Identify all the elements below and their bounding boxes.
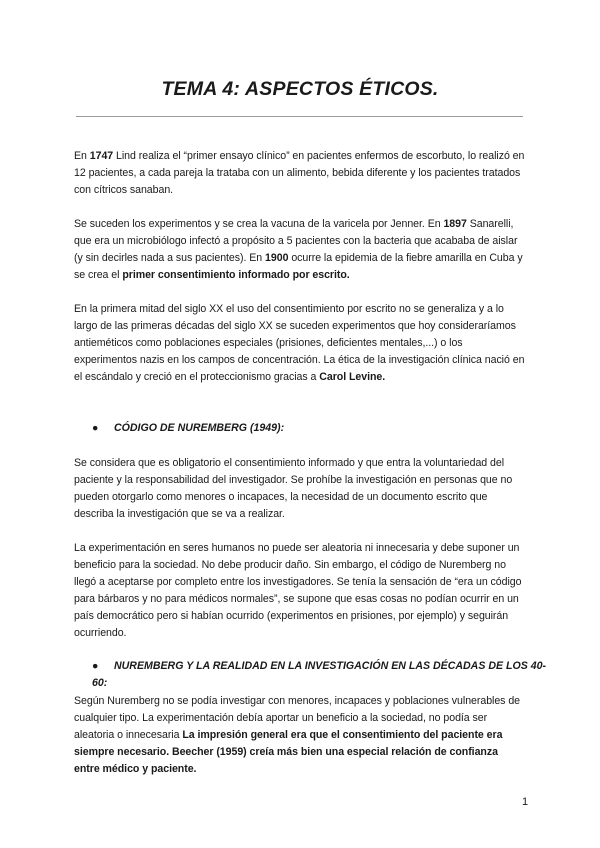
bold-run: 1897 [443, 218, 467, 230]
text-run: Sanarelli, que era un microbiólogo infectó a propósito a 5 pacientes con la bacteria que acababa de aislar (y sin decirles nada a sus pacientes). En [74, 218, 518, 264]
page-number: 1 [521, 796, 529, 808]
page-title: TEMA 4: ASPECTOS ÉTICOS. [161, 78, 439, 100]
text-run: La experimentación en seres humanos no puede ser aleatoria ni innecesaria y debe suponer un beneficio para la sociedad. No debe producir daño. Sin embargo, el código de Nuremberg no llegó a aceptarse por completo entre los investigadores. Se tenía la sensación de “era un código para bárbaros y no para médicos normales”, se supone que esas cosas no podían ocurrir en un país democrático pero si habían ocurrido (experimentos en prisiones, por ejemplo) y seguirán ocurriendo. [74, 542, 522, 639]
paragraph-consentimiento [74, 455, 526, 523]
text-run: En [74, 150, 90, 162]
bold-run: 1900 [265, 252, 289, 264]
section-heading-label: NUREMBERG Y LA REALIDAD EN LA INVESTIGACIÓN EN LAS DÉCADAS DE LOS 40-60: [92, 660, 547, 689]
bold-run: Carol Levine. [319, 371, 386, 383]
bold-run: 1747 [89, 150, 114, 162]
bullet-icon: ● [92, 660, 99, 672]
bold-run: primer consentimiento informado por escrito. [122, 269, 350, 281]
title-divider [76, 116, 523, 117]
text-run: Se suceden los experimentos y se crea la vacuna de la varicela por Jenner. En [74, 218, 444, 230]
text-run: Según Nuremberg no se podía investigar con menores, incapaces y poblaciones vulnerables de cualquier tipo. La experimentación debía aportar un beneficio a la sociedad, no podía ser aleatoria o innecesaria [74, 695, 521, 741]
bullet-icon: ● [92, 422, 99, 434]
bold-run: La impresión general era que el consentimiento del paciente era siempre necesario. Beecher (1959) creía más bien una especial relación de confianza entre médico y paciente. [74, 729, 503, 775]
paragraph-beecher [74, 693, 526, 778]
section-heading-label: CÓDIGO DE NUREMBERG (1949): [114, 422, 285, 434]
section-heading-realidad [92, 658, 552, 692]
text-run: Se considera que es obligatorio el consentimiento informado y que entra la voluntariedad del paciente y la responsabilidad del investigador. Se prohíbe la investigación en personas que no pueden otorgarlo como menores o incapaces, la necesidad de un documento escrito que describa la investigación que se va a realizar. [74, 457, 513, 520]
section-heading-nuremberg [92, 420, 552, 437]
text-run: En la primera mitad del siglo XX el uso del consentimiento por escrito no se generaliza y a lo largo de las primeras décadas del siglo XX se suceden experimentos que hoy consideraríamos antieméticos como poblaciones especiales (prisiones, deficientes mentales,...) o los experimentos nazis en los campos de concentración. La ética de la investigación clínica nació en el escándalo y creció en el proteccionismo gracias a [74, 303, 525, 383]
paragraph-lind [74, 148, 526, 199]
text-run: ocurre la epidemia de la fiebre amarilla en Cuba y se crea el [74, 252, 523, 281]
text-run: Lind realiza el “primer ensayo clínico” en pacientes enfermos de escorbuto, lo realizó en 12 pacientes, a cada pareja la trataba con un alimento, bebida diferente y los pacientes tratados con cítricos sanaban. [74, 150, 525, 196]
paragraph-sanarelli [74, 216, 526, 284]
paragraph-experimentacion [74, 540, 526, 642]
paragraph-siglo-xx [74, 301, 526, 386]
